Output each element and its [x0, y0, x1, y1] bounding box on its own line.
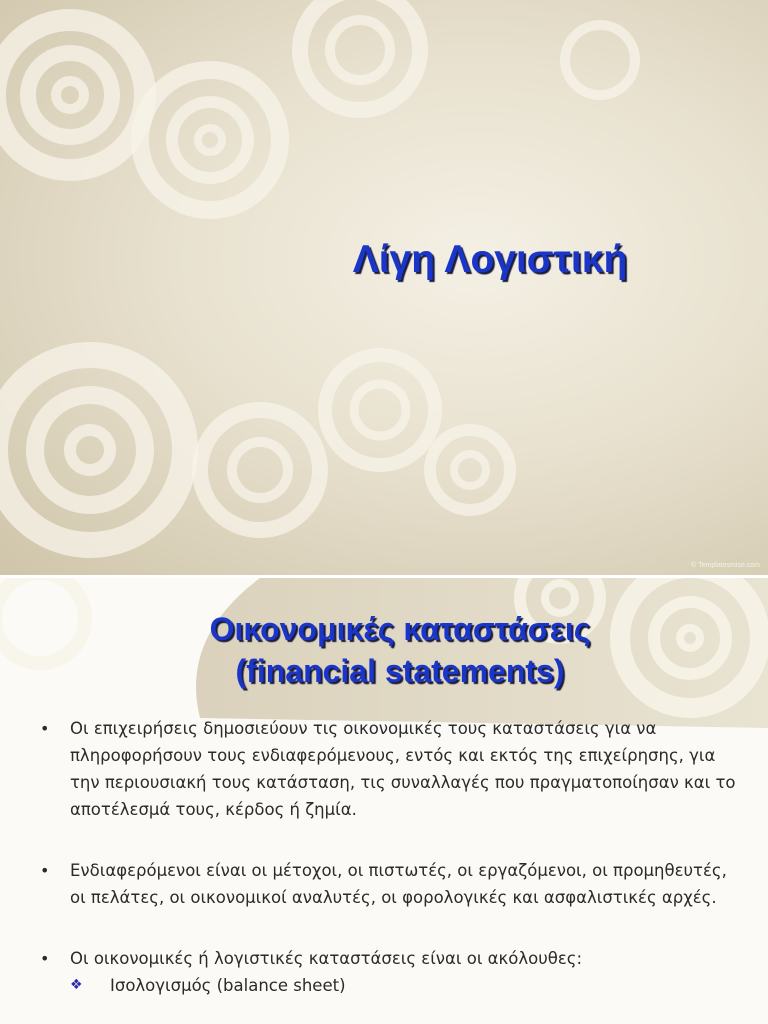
- slide-2-title-line-1: Οικονομικές καταστάσεις: [209, 611, 591, 647]
- bullet-text: Οι επιχειρήσεις δημοσιεύουν τις οικονομικές τους καταστάσεις για να πληροφορήσουν τους ενδιαφερόμενους, εντός και εκτός της επιχείρησης, για την περιουσιακή τους κατάσταση, τις συναλλαγές που πραγματοποίησαν και το αποτέλεσμά τους, κέρδος ή ζημία.: [70, 719, 736, 819]
- slide-1-title: Λίγη Λογιστική: [352, 238, 628, 281]
- slide-2-title: [110, 608, 690, 692]
- bullet-icon: •: [40, 861, 50, 880]
- slide-2-title-line-2: (financial statements): [235, 653, 565, 689]
- bullet-item: [36, 715, 736, 823]
- bullet-item: [36, 945, 736, 972]
- subbullet-text: Ισολογισμός (balance sheet): [110, 976, 346, 995]
- slide-content: [0, 578, 768, 1024]
- subbullet-item: [70, 972, 736, 999]
- bullet-item: [36, 857, 736, 911]
- diamond-bullet-icon: ❖: [70, 977, 83, 993]
- bullet-list: [36, 715, 736, 999]
- bullet-icon: •: [40, 719, 50, 738]
- copyright-text: © Templatesmise.com: [691, 562, 760, 569]
- content-panel: [0, 578, 768, 1024]
- bullet-icon: •: [40, 949, 50, 968]
- bullet-text: Οι οικονομικές ή λογιστικές καταστάσεις είναι οι ακόλουθες:: [70, 949, 583, 968]
- bullet-text: Ενδιαφερόμενοι είναι οι μέτοχοι, οι πιστωτές, οι εργαζόμενοι, οι προμηθευτές, οι πελάτες, οι οικονομικοί αναλυτές, οι φορολογικές και ασφαλιστικές αρχές.: [70, 861, 727, 907]
